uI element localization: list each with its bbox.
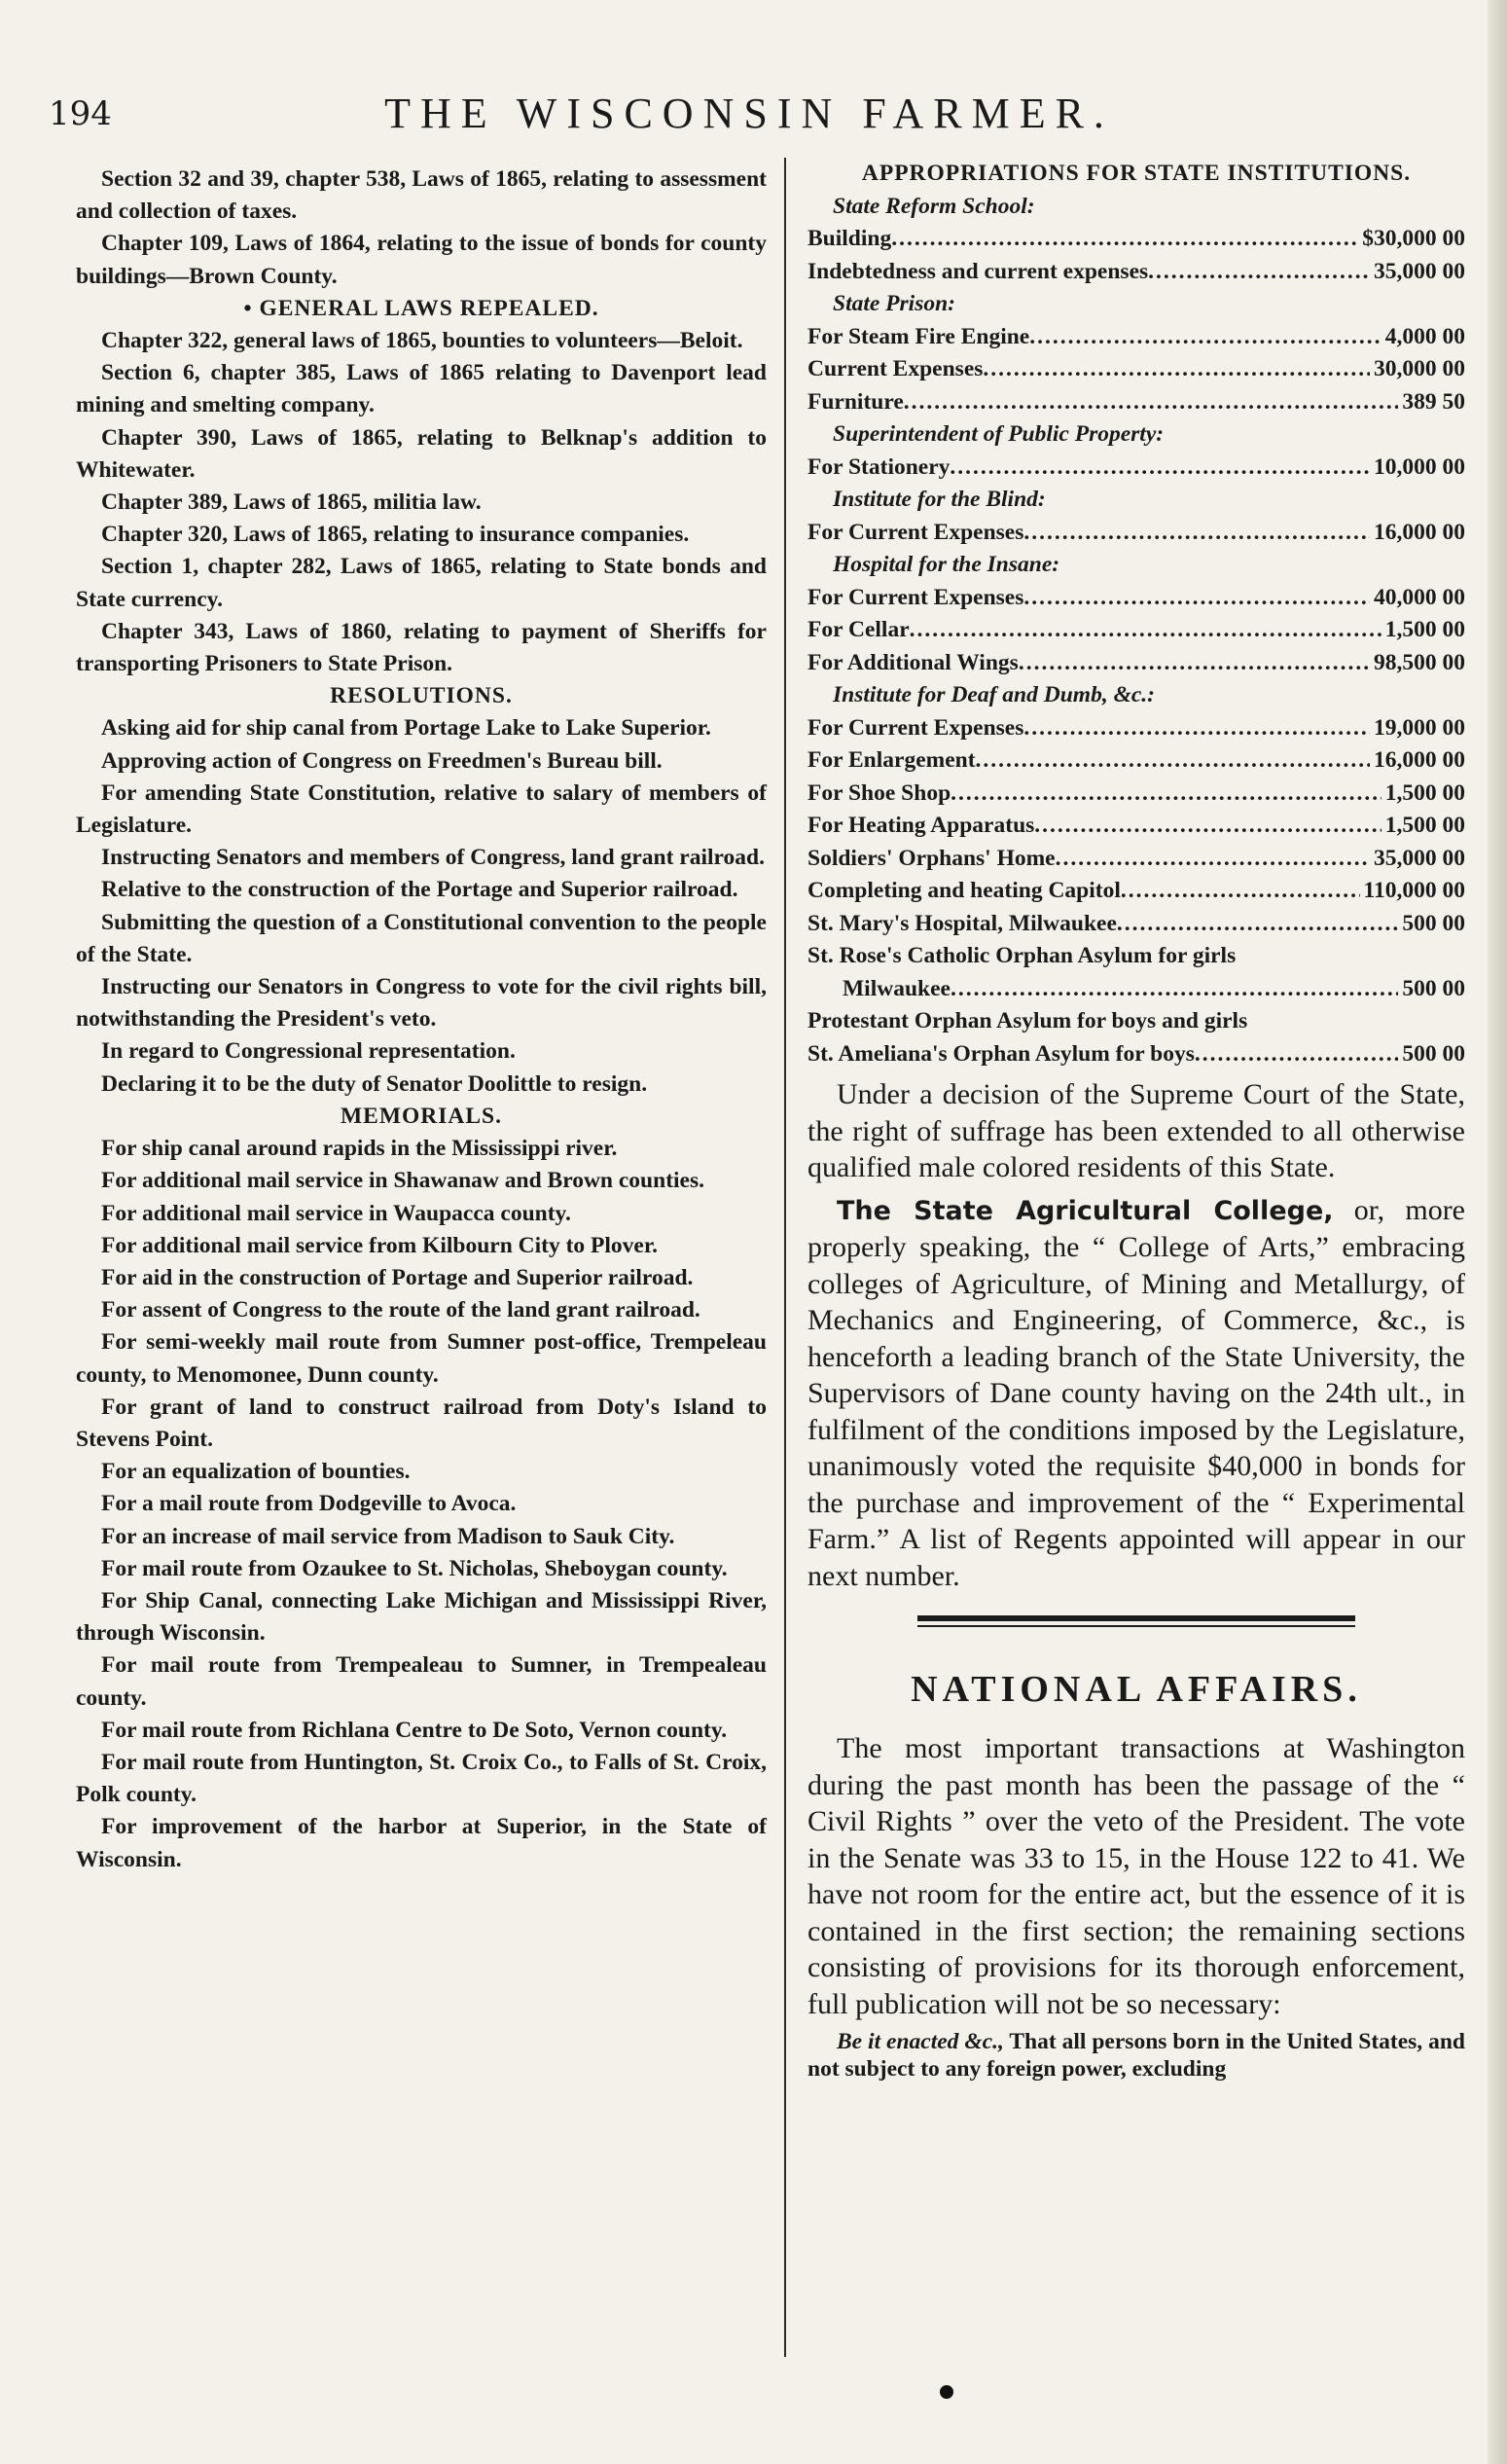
- list-item: For Ship Canal, connecting Lake Michigan and Mississippi River, through Wisconsin.: [76, 1587, 767, 1647]
- appropriation-amount: 40,000 00: [1374, 584, 1465, 610]
- appropriation-label: For Cellar: [807, 617, 910, 642]
- appropriation-label: Furniture: [807, 388, 904, 415]
- appropriation-amount: 35,000 00: [1374, 845, 1465, 871]
- leader-dots: [951, 778, 1381, 811]
- appropriation-row: [807, 582, 1465, 615]
- right-column: [807, 158, 1465, 2083]
- appropriation-category: Superintendent of Public Property:: [833, 421, 1165, 447]
- list-item: Chapter 320, Laws of 1865, relating to insurance companies.: [101, 522, 690, 548]
- leader-dots: [951, 973, 1398, 1006]
- appropriation-amount: 110,000 00: [1363, 878, 1465, 903]
- list-item: Declaring it to be the duty of Senator Doolittle to resign.: [101, 1070, 648, 1097]
- list-item: Section 32 and 39, chapter 538, Laws of 1865, relating to assessment and collection of taxes.: [76, 166, 767, 225]
- appropriation-label: Milwaukee: [843, 975, 951, 1001]
- appropriation-row: [807, 810, 1465, 843]
- appropriation-amount: 16,000 00: [1374, 519, 1465, 545]
- appropriation-row: [807, 647, 1465, 680]
- list-item: For an equalization of bounties.: [101, 1459, 411, 1485]
- national-body: [807, 1730, 1465, 2022]
- appropriation-row: [807, 321, 1465, 354]
- appropriation-row: [807, 875, 1465, 908]
- list-item: For mail route from Huntington, St. Croix Co., to Falls of St. Croix, Polk county.: [76, 1749, 767, 1808]
- appropriation-category: Institute for Deaf and Dumb, &c.:: [833, 682, 1155, 707]
- appropriation-label: St. Rose's Catholic Orphan Asylum for girls: [807, 943, 1237, 968]
- appropriation-amount: 389 50: [1402, 388, 1465, 415]
- appropriation-label: St. Ameliana's Orphan Asylum for boys: [807, 1040, 1195, 1067]
- left-column: [76, 163, 767, 1876]
- appropriation-row: [807, 973, 1465, 1006]
- appropriation-row: [807, 1038, 1465, 1071]
- list-item: For mail route from Ozaukee to St. Nicholas, Sheboygan county.: [101, 1555, 728, 1581]
- appropriation-amount: 4,000 00: [1384, 323, 1465, 349]
- list-item: Instructing our Senators in Congress to vote for the civil rights bill, notwithstanding the President's veto.: [76, 974, 767, 1033]
- list-item: Section 1, chapter 282, Laws of 1865, relating to State bonds and State currency.: [76, 554, 767, 612]
- section-heading: RESOLUTIONS.: [330, 683, 513, 709]
- appropriation-label: For Steam Fire Engine: [807, 323, 1030, 349]
- leader-dots: [1029, 321, 1381, 354]
- list-item: For grant of land to construct railroad from Doty's Island to Stevens Point.: [76, 1394, 767, 1452]
- appropriation-row: [807, 778, 1465, 811]
- leader-dots: [1121, 875, 1360, 908]
- leader-dots: [1148, 256, 1370, 289]
- appropriation-label: For Stationery: [807, 453, 951, 480]
- list-item: For a mail route from Dodgeville to Avoca.: [101, 1491, 517, 1517]
- leader-dots: [1195, 1038, 1399, 1071]
- leader-dots: [1023, 517, 1370, 550]
- list-item: Approving action of Congress on Freedmen's Bureau bill.: [101, 747, 663, 774]
- appropriation-row: [807, 1005, 1465, 1038]
- appropriation-row: [807, 223, 1465, 256]
- appropriations-table: [807, 158, 1465, 1070]
- page-number: 194: [49, 94, 112, 133]
- leader-dots: [904, 386, 1399, 419]
- appropriation-label: For Additional Wings: [807, 649, 1019, 675]
- list-item: For additional mail service from Kilbourn City to Plover.: [101, 1232, 659, 1258]
- list-item: For ship canal around rapids in the Mississippi river.: [101, 1136, 618, 1162]
- college-text: or, more properly speaking, the “ College of Arts,” embracing colleges of Agriculture, of Mining and Metallurgy, of Mechanics and Engineering, of Commerce, &c., is henceforth a leading branch of the State University, the Supervisors of Dane county having on the 24th ult., in fulfilment of the conditions imposed by the Legislature, unanimously voted the requisite $40,000 in bonds for the purchase and improvement of the “ Experimental Farm.” A list of Regents appointed will appear in our next number.: [807, 1193, 1465, 1592]
- appropriation-category: Institute for the Blind:: [833, 487, 1046, 512]
- appropriation-label: For Current Expenses: [807, 584, 1024, 610]
- appropriation-row: [807, 908, 1465, 941]
- suffrage-paragraph: Under a decision of the Supreme Court of the State, the right of suffrage has been extended to all otherwise qualified male colored residents of this State.: [807, 1078, 1465, 1183]
- section-divider: [917, 1615, 1355, 1627]
- leader-dots: [950, 452, 1370, 485]
- appropriation-label: Protestant Orphan Asylum for boys and girls: [807, 1008, 1248, 1033]
- masthead-title: THE WISCONSIN FARMER.: [384, 90, 1114, 137]
- appropriation-row: [807, 843, 1465, 876]
- appropriation-amount: 1,500 00: [1384, 813, 1465, 838]
- appropriation-category: State Reform School:: [833, 193, 1035, 219]
- appropriation-row: [807, 386, 1465, 419]
- list-item: Instructing Senators and members of Congress, land grant railroad.: [101, 845, 765, 871]
- enact-lead: Be it enacted &c.,: [837, 2029, 1004, 2054]
- list-item: For additional mail service in Waupacca county.: [101, 1200, 571, 1226]
- national-affairs-heading: NATIONAL AFFAIRS.: [911, 1669, 1362, 1710]
- list-item: For mail route from Richlana Centre to De Soto, Vernon county.: [101, 1717, 728, 1743]
- appropriation-amount: 1,500 00: [1384, 779, 1465, 806]
- list-item: Chapter 389, Laws of 1865, militia law.: [101, 489, 482, 516]
- list-item: In regard to Congressional representation.: [101, 1038, 516, 1065]
- leader-dots: [1019, 647, 1370, 680]
- appropriation-label: For Enlargement: [807, 747, 976, 773]
- list-item: Chapter 390, Laws of 1865, relating to Belknap's addition to Whitewater.: [76, 424, 767, 483]
- appropriation-amount: 30,000 00: [1374, 356, 1465, 381]
- appropriation-row: [807, 517, 1465, 550]
- appropriation-amount: 98,500 00: [1374, 649, 1465, 675]
- appropriation-amount: 500 00: [1402, 910, 1465, 936]
- list-item: For assent of Congress to the route of the land grant railroad.: [101, 1297, 700, 1323]
- page-header: [49, 83, 1450, 141]
- appropriation-row: [807, 614, 1465, 647]
- list-item: For additional mail service in Shawanaw and Brown counties.: [101, 1168, 704, 1194]
- section-heading: MEMORIALS.: [340, 1103, 503, 1129]
- appropriation-label: Current Expenses: [807, 356, 984, 381]
- list-item: For an increase of mail service from Madison to Sauk City.: [101, 1523, 675, 1549]
- leader-dots: [1023, 582, 1370, 615]
- right-body: [807, 1076, 1465, 1594]
- leader-dots: [910, 614, 1381, 647]
- appropriation-amount: 1,500 00: [1384, 617, 1465, 642]
- list-item: Relative to the construction of the Portage and Superior railroad.: [101, 877, 738, 903]
- leader-dots: [983, 353, 1370, 386]
- appropriation-label: For Current Expenses: [807, 519, 1024, 545]
- appropriation-amount: 19,000 00: [1374, 714, 1465, 741]
- leader-dots: [1034, 810, 1381, 843]
- appropriation-label: Indebtedness and current expenses: [807, 258, 1149, 284]
- ink-dot: [940, 2385, 953, 2399]
- leader-dots: [1117, 908, 1398, 941]
- appropriation-label: For Heating Apparatus: [807, 813, 1035, 838]
- appropriation-label: Soldiers' Orphans' Home: [807, 845, 1056, 871]
- college-paragraph: [807, 1192, 1465, 1595]
- list-item: Chapter 109, Laws of 1864, relating to the issue of bonds for county buildings—Brown County.: [76, 231, 767, 289]
- appropriations-title: APPROPRIATIONS FOR STATE INSTITUTIONS.: [861, 161, 1412, 186]
- appropriation-row: [807, 256, 1465, 289]
- appropriation-row: [807, 452, 1465, 485]
- appropriation-label: Completing and heating Capitol: [807, 878, 1121, 903]
- list-item: For improvement of the harbor at Superior, in the State of Wisconsin.: [76, 1814, 767, 1872]
- appropriation-amount: 35,000 00: [1374, 258, 1465, 284]
- list-item: Asking aid for ship canal from Portage Lake to Lake Superior.: [101, 715, 711, 742]
- appropriation-row: [807, 353, 1465, 386]
- appropriation-amount: $30,000 00: [1362, 226, 1465, 251]
- column-divider: [784, 158, 786, 2357]
- appropriation-label: For Current Expenses: [807, 714, 1024, 741]
- appropriation-category: Hospital for the Insane:: [833, 552, 1060, 577]
- appropriation-label: Building: [807, 226, 892, 251]
- appropriation-category: State Prison:: [833, 291, 956, 316]
- appropriation-amount: 16,000 00: [1374, 747, 1465, 773]
- college-lead: The State Agricultural College,: [837, 1195, 1334, 1226]
- list-item: Chapter 343, Laws of 1860, relating to payment of Sheriffs for transporting Prisoners to State Prison.: [76, 618, 767, 677]
- appropriation-row: [807, 744, 1465, 778]
- list-item: For amending State Constitution, relative to salary of members of Legislature.: [76, 779, 767, 839]
- leader-dots: [976, 744, 1370, 778]
- page-edge: [1488, 0, 1507, 2464]
- leader-dots: [1023, 712, 1370, 745]
- national-paragraph: The most important transactions at Washington during the past month has been the passage of the “ Civil Rights ” over the veto of the President. The vote in the Senate was 33 to 15, in the House 122 to 41. We have not room for the entire act, but the essence of it is contained in the first section; the remaining sections consisting of provisions for its thorough enforcement, full publication will not be so necessary:: [807, 1732, 1465, 2020]
- list-item: For mail route from Trempealeau to Sumner, in Trempealeau county.: [76, 1652, 767, 1711]
- appropriation-amount: 500 00: [1402, 975, 1465, 1001]
- list-item: Section 6, chapter 385, Laws of 1865 relating to Davenport lead mining and smelting company.: [76, 360, 767, 418]
- appropriation-label: For Shoe Shop: [807, 779, 951, 806]
- appropriation-row: [807, 712, 1465, 745]
- list-item: For semi-weekly mail route from Sumner post-office, Trempeleau county, to Menomonee, Dunn county.: [76, 1329, 767, 1388]
- enact-body: That all persons born in the United States, and not subject to any foreign power, excluding: [807, 2029, 1465, 2082]
- list-item: Chapter 322, general laws of 1865, bounties to volunteers—Beloit.: [101, 328, 743, 354]
- list-item: For aid in the construction of Portage and Superior railroad.: [101, 1264, 694, 1290]
- enactment-text: [807, 2028, 1465, 2083]
- leader-dots: [891, 223, 1358, 256]
- section-heading: • GENERAL LAWS REPEALED.: [243, 295, 599, 321]
- leader-dots: [1056, 843, 1370, 876]
- appropriation-amount: 10,000 00: [1374, 453, 1465, 480]
- list-item: Submitting the question of a Constitutional convention to the people of the State.: [76, 909, 767, 967]
- appropriation-amount: 500 00: [1402, 1040, 1465, 1067]
- appropriation-label: St. Mary's Hospital, Milwaukee: [807, 910, 1117, 936]
- appropriation-row: [807, 940, 1465, 973]
